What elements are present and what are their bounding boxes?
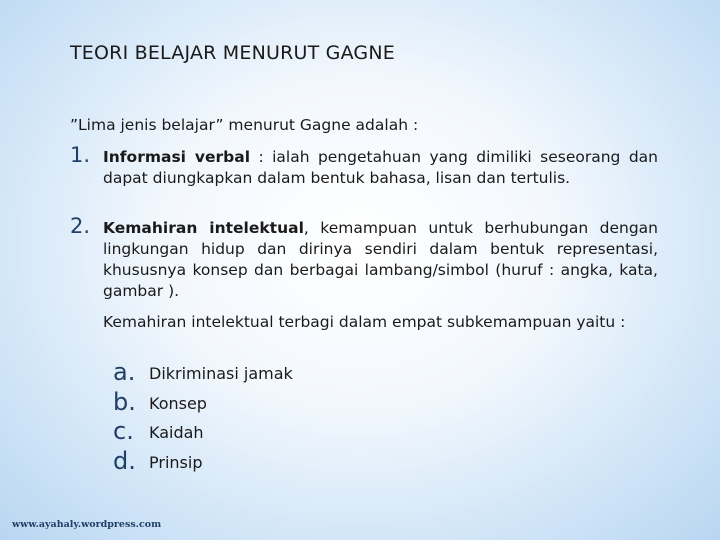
item-rest-1: : ialah pengetahuan yang dimiliki seseorang dan dapat diungkapkan dalam bentuk bahasa, lisan dan tertulis. bbox=[103, 148, 658, 187]
slide-title: TEORI BELAJAR MENURUT GAGNE bbox=[70, 42, 395, 64]
sub-letter-b: b. bbox=[113, 388, 136, 416]
intro-text: ”Lima jenis belajar” menurut Gagne adalah : bbox=[70, 116, 419, 134]
item-text-2 bbox=[103, 218, 658, 302]
sub-letter-a: a. bbox=[113, 358, 136, 386]
item-number-1: 1. bbox=[70, 143, 91, 167]
sub-letter-c: c. bbox=[113, 417, 134, 445]
sub-text-d: Prinsip bbox=[149, 453, 203, 472]
sub-text-a: Dikriminasi jamak bbox=[149, 364, 293, 383]
item-term-2: Kemahiran intelektual bbox=[103, 219, 304, 237]
sub-text-c: Kaidah bbox=[149, 423, 204, 442]
item-term-1: Informasi verbal bbox=[103, 148, 251, 166]
item-text-1 bbox=[103, 147, 658, 189]
sub-intro-text: Kemahiran intelektual terbagi dalam empat subkemampuan yaitu : bbox=[103, 313, 626, 331]
sub-letter-d: d. bbox=[113, 447, 136, 475]
item-number-2: 2. bbox=[70, 214, 91, 238]
footer-url: www.ayahaly.wordpress.com bbox=[12, 519, 162, 530]
sub-text-b: Konsep bbox=[149, 394, 207, 413]
item-rest-2: , kemampuan untuk berhubungan dengan lingkungan hidup dan dirinya sendiri dalam bentuk representasi, khususnya konsep dan berbagai lambang/simbol (huruf : angka, kata, gambar ). bbox=[103, 219, 658, 300]
